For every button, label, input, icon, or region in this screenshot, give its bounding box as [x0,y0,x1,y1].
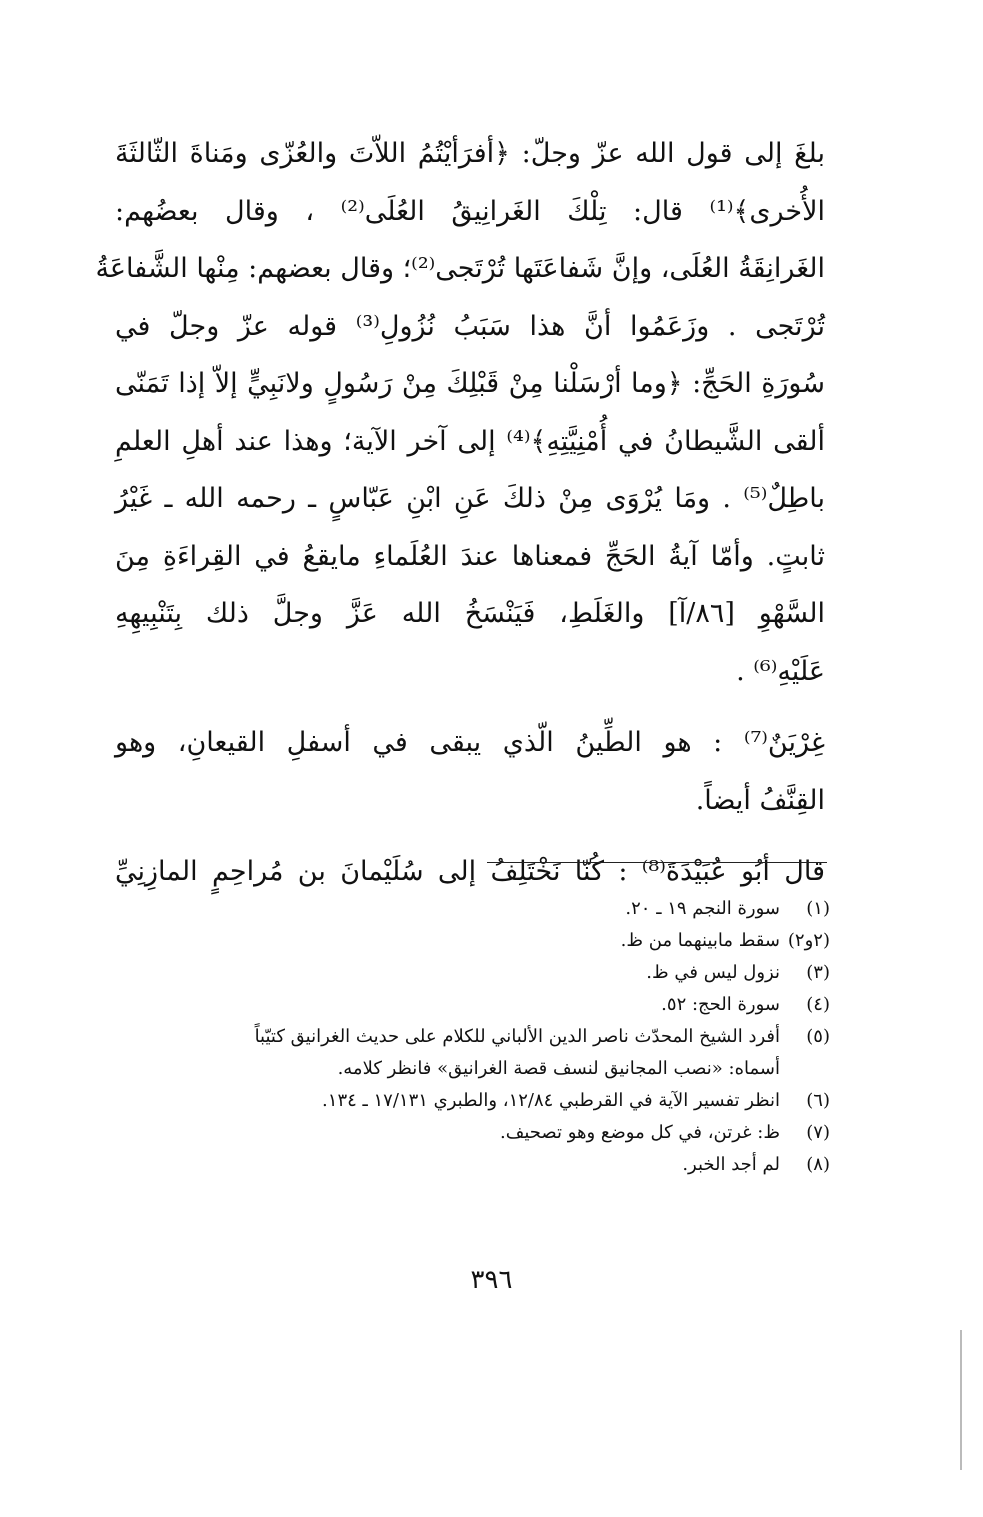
footnote-text: سورة الحج: ٥٢. [661,994,780,1015]
text-line: قال أبُو عُبَيْدَةَ⁽⁸⁾ : كُنّا نَخْتَلِفُ إلى سُلَيْمانَ بن مُراحِمٍ المازِنِيِّ [115,856,825,887]
paragraph-1 [95,125,826,700]
footnote-text: لم أجد الخبر. [682,1154,780,1175]
footnote-text: نزول ليس في ظ. [646,962,780,983]
footnote-text: أسماه: «نصب المجانيق لنسف قصة الغرانيق» فانظر كلامه. [337,1058,780,1079]
text-line: ألقى الشَّيطانُ في أُمْنِيَّتِهِ﴾⁽⁴⁾ إلى آخر الآية؛ وهذا عند أهلِ العلمِ [115,425,825,457]
footnote-text: سقط مابينهما من ظ. [620,930,780,951]
text-line: القِنَّفُ أيضاً. [695,784,825,816]
text-line: سُورَةِ الحَجِّ: ﴿وما أرْسَلْنا مِنْ قَبْلِكَ مِنْ رَسُولٍ ولانَبِيٍّ إلاّ إذا تَمَنّى [115,368,825,399]
footnote-number: (٦) [806,1090,830,1111]
footnote-item [110,957,830,989]
text-line: بلغَ إلى قول الله عزّ وجلّ: ﴿أفرَأيْتُمُ اللاّتَ والعُزّى ومَناةَ الثّالثَةَ [115,138,825,169]
footnote-text: ظ: غرتن، في كل موضع وهو تصحيف. [499,1122,780,1143]
footnote-item [110,1021,830,1085]
footnote-item [110,1149,830,1181]
footnote-item [110,989,830,1021]
page-number: ٣٩٦ [470,1265,513,1295]
main-text [95,125,826,901]
footnote-number: (٧) [806,1122,830,1143]
text-line: ثابتٍ. وأمّا آيةُ الحَجِّ فمعناها عندَ العُلَماءِ مايقعُ في القِراءَةِ مِنَ [115,540,825,572]
scan-edge-mark [960,1330,962,1470]
footnote-text: انظر تفسير الآية في القرطبي ١٢/٨٤، والطبري ١٧/١٣١ ـ ١٣٤. [322,1090,780,1111]
text-line: عَلَيْهِ⁽⁶⁾ . [736,655,825,687]
text-line: الأُخرى﴾⁽¹⁾ قال: تِلْكَ الغَرانِيقُ العُلَى⁽²⁾ ، وقال بعضُهم: [115,195,825,227]
text-line: باطِلٌ⁽⁵⁾ . ومَا يُرْوَى مِنْ ذلكَ عَنِ ابْنِ عَبّاسٍ ـ رحمه الله ـ غَيْرُ [115,483,825,514]
footnote-divider [487,862,827,863]
footnote-item [110,1085,830,1117]
footnote-number: (٥) [806,1026,830,1047]
footnote-item [110,925,830,957]
footnote-number: (٣) [806,962,830,983]
paragraph-3 [115,843,825,901]
footnote-number: (٢و٢) [787,930,830,951]
text-line: الغَرانِقَةُ العُلَى، وإنَّ شَفاعَتَها تُرْتَجى⁽²⁾؛ وقال بعضهم: مِنْها الشَّفاعَةُ [95,253,825,284]
footnotes [110,893,830,1181]
footnote-number: (١) [806,898,830,919]
text-line: تُرْتَجى . وزَعَمُوا أنَّ هذا سَبَبُ نُزُولِ⁽³⁾ قوله عزّ وجلّ في [115,310,825,342]
text-line: السَّهْوِ [٨٦/آ] والغَلَطِ، فَيَنْسَخُ الله عَزَّ وجلَّ ذلك بِتَنْبِيهِهِ [115,598,826,629]
footnote-item [110,893,830,925]
footnote-number: (٨) [806,1154,830,1175]
text-line: غِرْيَنٌ⁽⁷⁾ : هو الطِّينُ الّذي يبقى في أسفلِ القيعانِ، وهو [115,727,825,758]
footnote-text: سورة النجم ١٩ ـ ٢٠. [625,898,780,919]
footnote-number: (٤) [806,994,830,1015]
footnote-item [110,1117,830,1149]
paragraph-2 [115,714,825,829]
footnote-text: أفرد الشيخ المحدّث ناصر الدين الألباني للكلام على حديث الغرانيق كتيّباً [254,1026,780,1047]
